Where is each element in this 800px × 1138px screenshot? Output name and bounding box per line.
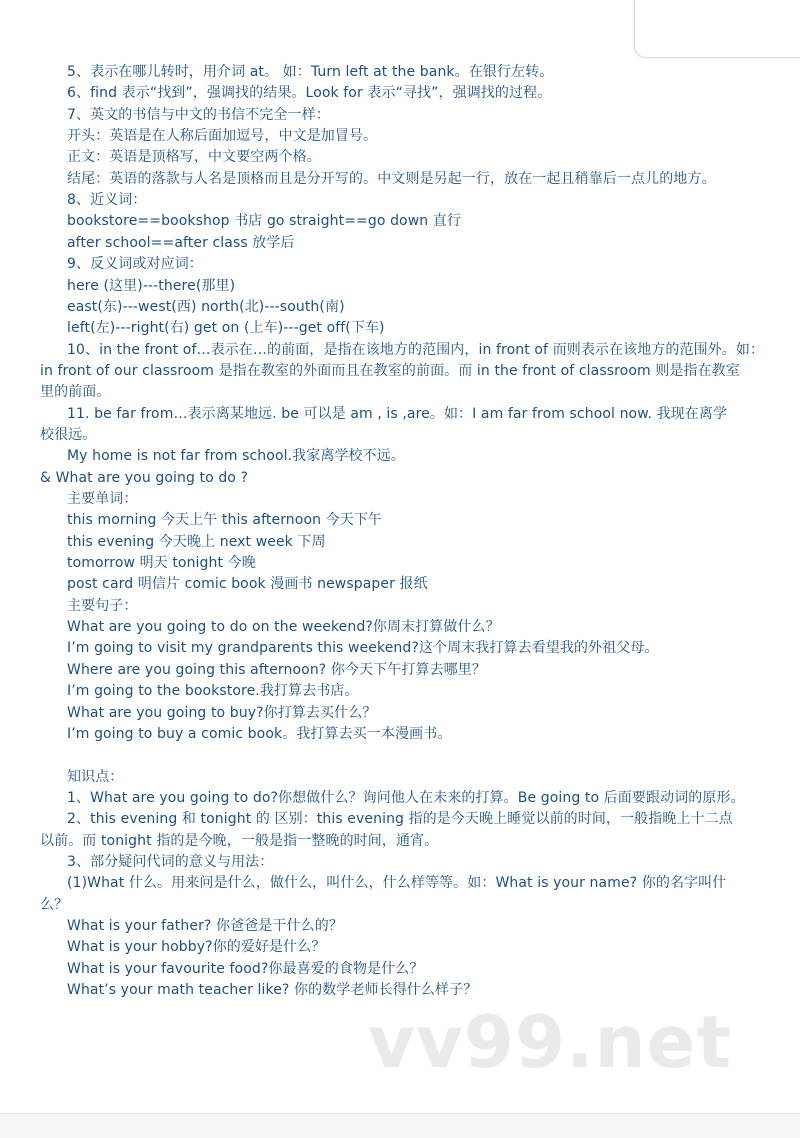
text-line: post card 明信片 comic book 漫画书 newspaper 报纸: [67, 576, 428, 593]
text-line: What are you going to do on the weekend?你周末打算做什么？: [67, 619, 500, 636]
text-line: What is your hobby?你的爱好是什么？: [67, 939, 326, 956]
text-line: Where are you going this afternoon? 你今天下午打算去哪里？: [67, 661, 486, 678]
text-line: 11. be far from…表示离某地远. be 可以是 am , is ,are。如：I am far from school now. 我现在离学: [67, 405, 728, 422]
text-line: What are you going to buy?你打算去买什么？: [67, 704, 377, 721]
text-line: tomorrow 明天 tonight 今晚: [67, 555, 256, 572]
text-line: 结尾：英语的落款与人名是顶格而且是分开写的。中文则是另起一行，放在一起且稍靠后一点儿的地方。: [67, 170, 716, 187]
text-line: in front of our classroom 是指在教室的外面而且在教室的前面。而 in the front of classroom 则是指在教室: [40, 362, 740, 379]
text-line: 6、find 表示“找到”，强调找的结果。Look for 表示“寻找”，强调找的过程。: [67, 85, 552, 102]
text-line: My home is not far from school.我家离学校不远。: [67, 448, 405, 465]
text-line: left(左)---right(右) get on (上车)---get off(下车): [67, 320, 385, 337]
text-line: after school==after class 放学后: [67, 234, 295, 251]
text-line: What is your favourite food?你最喜爱的食物是什么？: [67, 960, 424, 977]
text-line: this evening 今天晚上 next week 下周: [67, 533, 326, 550]
text-line: 2、this evening 和 tonight 的 区别：this evening 指的是今天晚上睡觉以前的时间，一般指晚上十二点: [67, 811, 733, 828]
text-line: 校很远。: [40, 426, 97, 443]
text-line: 7、英文的书信与中文的书信不完全一样：: [67, 106, 330, 123]
text-line: 9、反义词或对应词：: [67, 256, 203, 273]
bottom-scrollbar[interactable]: [0, 1113, 800, 1138]
text-line: bookstore==bookshop 书店 go straight==go down 直行: [67, 213, 461, 230]
text-line: east(东)---west(西) north(北)---south(南): [67, 298, 345, 315]
text-line: I’m going to the bookstore.我打算去书店。: [67, 683, 359, 700]
text-line: I’m going to buy a comic book。我打算去买一本漫画书。: [67, 725, 452, 742]
text-line: this morning 今天上午 this afternoon 今天下午: [67, 512, 383, 529]
corner-panel: [634, 0, 800, 58]
text-line: 8、近义词：: [67, 192, 147, 209]
text-line: 主要句子：: [67, 597, 138, 614]
text-line: 知识点：: [67, 768, 124, 785]
text-line: (1)What 什么。用来问是什么，做什么，叫什么，什么样等等。如：What is your name? 你的名字叫什: [67, 875, 727, 892]
watermark: vv99.net: [368, 1000, 732, 1084]
text-line: 3、部分疑问代词的意义与用法：: [67, 853, 274, 870]
text-line: 里的前面。: [40, 384, 111, 401]
text-line: here (这里)---there(那里): [67, 277, 236, 294]
text-line: 主要单词：: [67, 491, 138, 507]
text-line: 么？: [40, 896, 69, 913]
text-line: 正文：英语是顶格写，中文要空两个格。: [67, 149, 321, 166]
text-line: 以前。而 tonight 指的是今晚，一般是指一整晚的时间，通宵。: [40, 832, 439, 849]
text-line: I’m going to visit my grandparents this weekend?这个周末我打算去看望我的外祖父母。: [67, 640, 659, 657]
text-line: What is your father? 你爸爸是干什么的？: [67, 918, 343, 934]
text-line: 5、表示在哪儿转时，用介词 at。 如：Turn left at the bank。在银行左转。: [67, 64, 554, 80]
text-line: 10、in the front of…表示在…的前面，是指在该地方的范围内，in front of 而则表示在该地方的范围外。如：: [67, 341, 765, 358]
text-line: 开头：英语是在人称后面加逗号，中文是加冒号。: [67, 128, 378, 145]
text-line: What’s your math teacher like? 你的数学老师长得什么样子？: [67, 982, 478, 999]
text-line: & What are you going to do ?: [40, 469, 249, 486]
text-line: 1、What are you going to do?你想做什么？询问他人在未来的打算。Be going to 后面要跟动词的原形。: [67, 789, 745, 806]
